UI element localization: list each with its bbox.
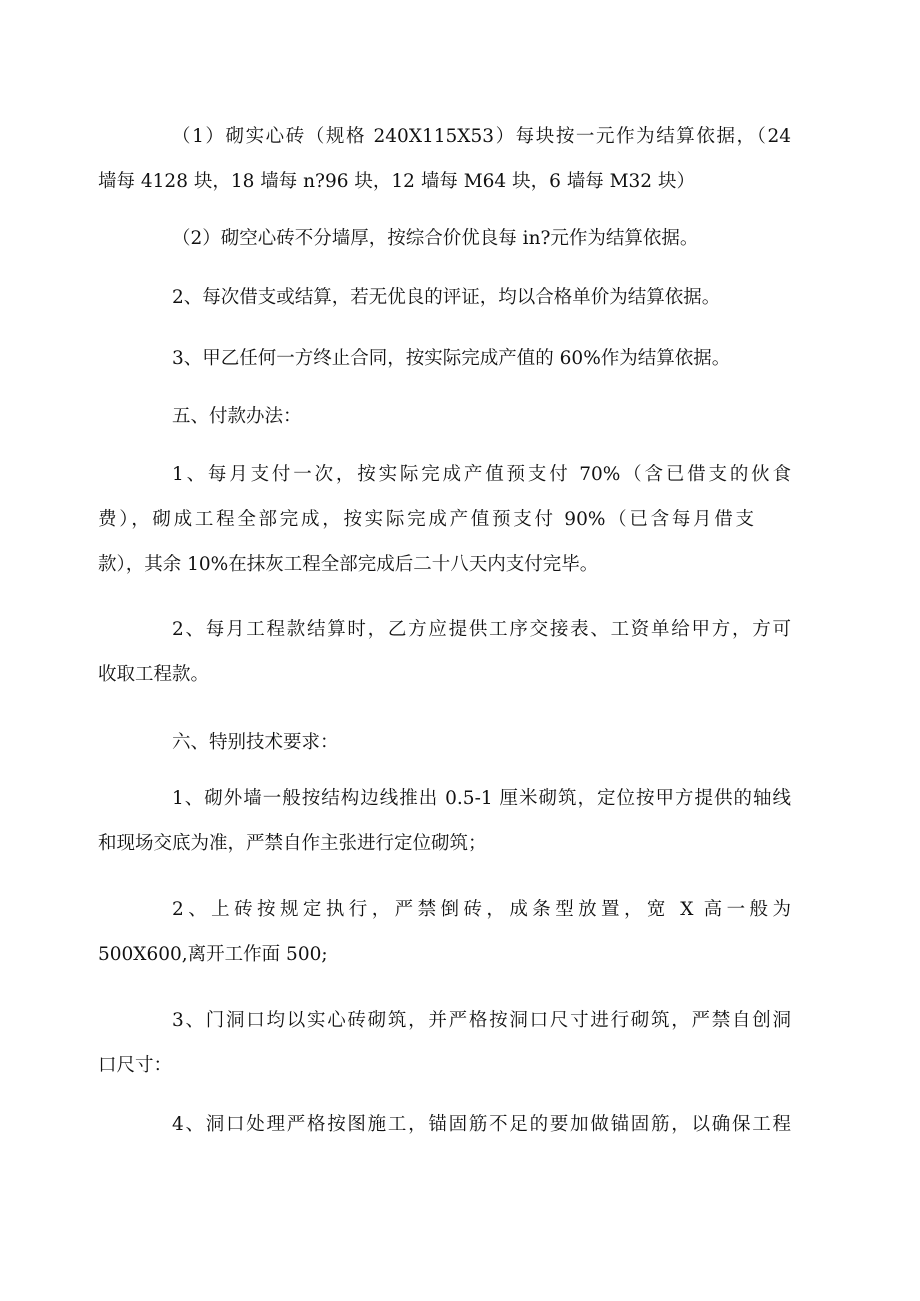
text-line: （1）砌实心砖（规格 240X115X53）每块按一元作为结算依据，（24 [172,126,791,147]
text-line: 费），砌成工程全部完成，按实际完成产值预支付 90%（已含每月借支 [98,509,754,530]
text-line: 500X600,离开工作面 500; [98,944,328,965]
paragraph-hollow-brick-rate [135,216,791,261]
text-line: 六、特别技术要求： [172,732,339,753]
text-line: 收取工程款。 [98,664,210,685]
section-heading-technical [135,720,791,765]
text-line: 五、付款办法： [172,406,302,427]
paragraph-external-wall [98,776,791,866]
paragraph-monthly-payment [98,452,791,587]
paragraph-settlement-rule [135,275,791,320]
section-heading-payment [135,394,791,439]
text-line: 2、每月工程款结算时，乙方应提供工序交接表、工资单给甲方，方可 [172,619,791,640]
text-line: 2、每次借支或结算，若无优良的评证，均以合格单价为结算依据。 [172,287,721,308]
text-line: 3、甲乙任何一方终止合同，按实际完成产值的 60%作为结算依据。 [172,348,731,369]
text-line: 1、砌外墙一般按结构边线推出 0.5-1 厘米砌筑，定位按甲方提供的轴线 [172,788,791,809]
paragraph-door-openings [98,998,791,1088]
text-line: 和现场交底为准，严禁自作主张进行定位砌筑； [98,833,487,854]
text-line: 4、洞口处理严格按图施工，锚固筋不足的要加做锚固筋，以确保工程 [172,1114,791,1135]
text-line: 2、上砖按规定执行，严禁倒砖，成条型放置，宽 X 高一般为 [172,899,791,920]
text-line: 1、每月支付一次，按实际完成产值预支付 70%（含已借支的伙食 [172,464,791,485]
paragraph-opening-treatment [135,1102,791,1147]
paragraph-solid-brick-rate [98,114,791,204]
text-line: 墙每 4128 块，18 墙每 n?96 块，12 墙每 M64 块，6 墙每 M32 块） [98,171,695,192]
paragraph-brick-stacking [98,887,791,977]
paragraph-monthly-settlement [98,607,791,697]
text-line: 3、门洞口均以实心砖砌筑，并严格按洞口尺寸进行砌筑，严禁自创洞 [172,1010,791,1031]
paragraph-termination-rule [135,336,791,381]
text-line: （2）砌空心砖不分墙厚，按综合价优良每 in?元作为结算依据。 [172,228,699,249]
text-line: 口尺寸： [98,1055,173,1076]
text-line: 款），其余 10%在抹灰工程全部完成后二十八天内支付完毕。 [98,554,599,575]
